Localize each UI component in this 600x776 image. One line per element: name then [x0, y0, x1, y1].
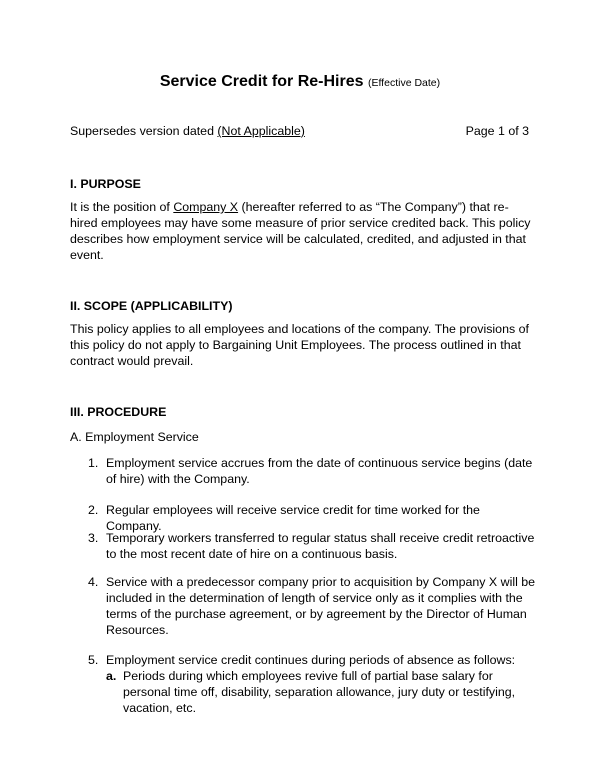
list-item-text: Service with a predecessor company prior to acquisition by Company X will be included in the determination of length of service only as it complies with the terms of the purchase agreement, or by agreement by the Director of Human Resources. [106, 575, 536, 637]
list-item [88, 455, 538, 487]
list-item-text: Employment service accrues from the date of continuous service begins (date of hire) with the Company. [106, 456, 533, 486]
purpose-text-before: It is the position of [70, 200, 174, 214]
list-item [88, 530, 538, 562]
list-item-number: 2. [88, 503, 99, 517]
list-item-number: 4. [88, 575, 99, 589]
list-item [88, 652, 538, 668]
list-item-number: 1. [88, 456, 99, 470]
subsection-employment-service: A. Employment Service [70, 430, 199, 444]
title-text: Service Credit for Re-Hires [159, 73, 364, 90]
sub-list-item-text: Periods during which employees revive full of partial base salary for personal time off, disability, separation allowance, jury duty or testifying, vacation, etc. [123, 669, 516, 715]
scope-heading: II. SCOPE (APPLICABILITY) [70, 299, 233, 313]
purpose-text-after: (hereafter referred to as “The Company”) that re-hired employees may have some measure of prior service credited back. This policy describes how employment service will be calculated, credited, and adjusted in that event. [70, 200, 531, 262]
page-number: Page 1 of 3 [465, 124, 529, 138]
sub-list-item-letter: a. [106, 669, 117, 683]
procedure-heading: III. PROCEDURE [70, 405, 167, 419]
supersedes-line [70, 123, 305, 139]
list-item-number: 3. [88, 531, 99, 545]
purpose-paragraph [70, 199, 536, 263]
document-meta-line [70, 123, 529, 139]
list-item-text: Regular employees will receive service credit for time worked for the Company. [106, 503, 480, 533]
company-name: Company X [173, 200, 239, 214]
list-item-text: Employment service credit continues during periods of absence as follows: [106, 653, 516, 667]
list-item [88, 574, 538, 638]
purpose-heading: I. PURPOSE [70, 177, 141, 191]
document-title [0, 72, 600, 93]
supersedes-value: (Not Applicable) [217, 124, 305, 138]
list-item-text: Temporary workers transferred to regular status shall receive credit retroactive to the most recent date of hire on a continuous basis. [106, 531, 535, 561]
effective-date-note: (Effective Date) [367, 77, 441, 89]
sub-list-item [106, 668, 538, 716]
list-item-number: 5. [88, 653, 99, 667]
supersedes-label: Supersedes version dated [70, 124, 214, 138]
scope-paragraph: This policy applies to all employees and locations of the company. The provisions of this policy do not apply to Bargaining Unit Employees. The process outlined in that contract would prevail. [70, 322, 529, 368]
